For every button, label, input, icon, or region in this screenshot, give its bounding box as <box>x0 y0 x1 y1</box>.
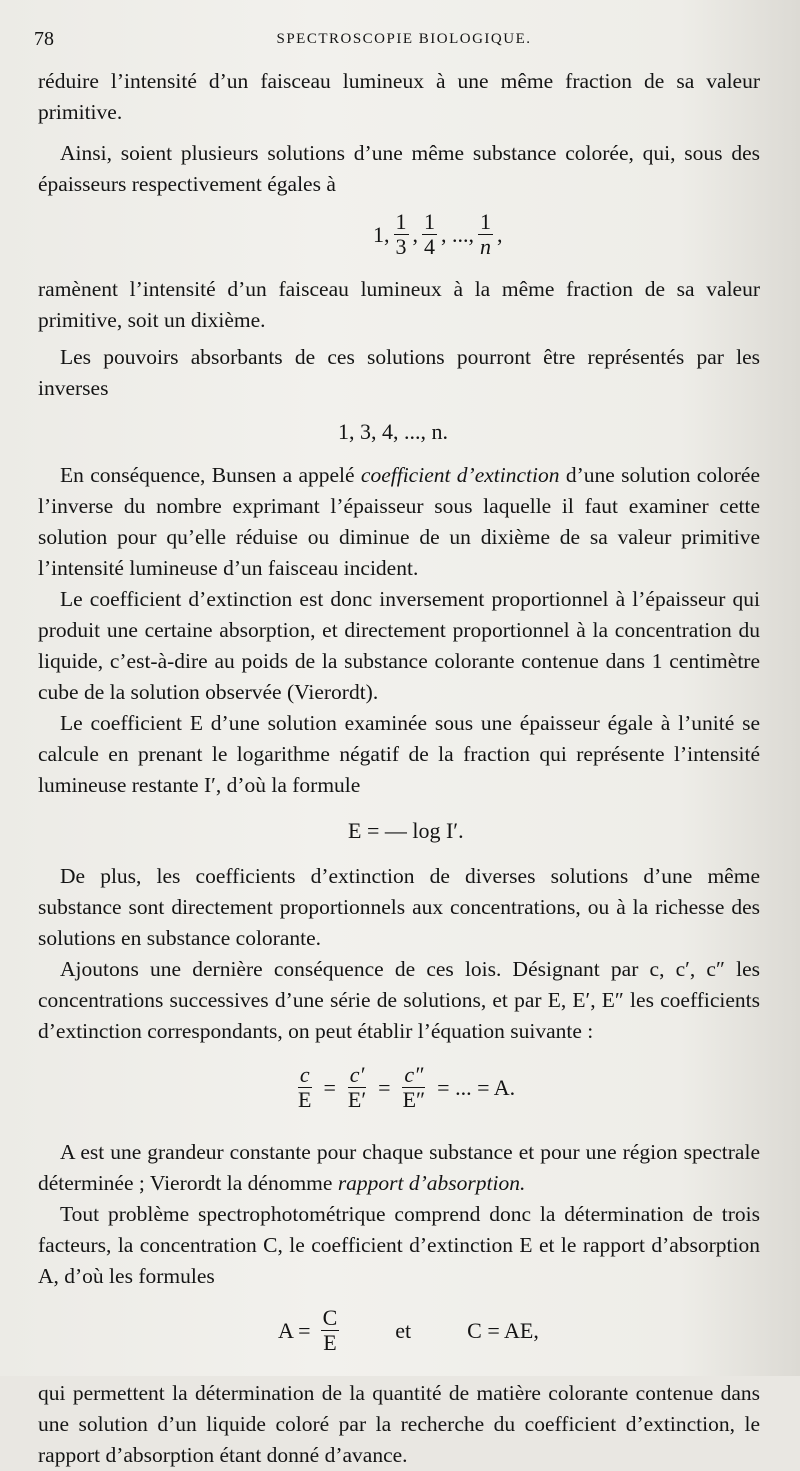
fraction-numerator: c′ <box>349 1062 365 1087</box>
paragraph: Tout problème spectrophotométrique comprend donc la détermination de trois facteurs, la concentration C, le coefficient d’extinction E et le rapport d’absorption A, d’où les formules <box>38 1202 760 1288</box>
paragraph: Ainsi, soient plusieurs solutions d’une même substance colorée, qui, sous des épaisseurs respectivement égales à <box>38 141 760 196</box>
eq-conjunction: et <box>395 1318 412 1343</box>
eq-separator: , <box>412 222 418 247</box>
page-number: 78 <box>34 28 54 50</box>
paragraph: réduire l’intensité d’un faisceau lumineux à une même fraction de sa valeur primitive. <box>38 69 760 124</box>
fraction-denominator: E <box>323 1330 337 1355</box>
eq-tail: = ... = A. <box>437 1075 516 1100</box>
fraction-denominator: E″ <box>402 1087 426 1112</box>
fraction-numerator: 1 <box>424 209 435 234</box>
eq-separator: , <box>497 222 503 247</box>
eq-term: C = AE, <box>467 1318 539 1343</box>
fraction <box>296 1063 313 1112</box>
fraction-denominator: E′ <box>347 1087 367 1112</box>
paragraph: Le coefficient d’extinction est donc inversement proportionnel à l’épaisseur qui produit une certaine absorption, et directement proportionnel à la concentration du liquide, c’est-à-dire au poids de la substance colorante contenue dans 1 centimètre cube de la solution observée (Vierordt). <box>38 587 760 704</box>
fraction-denominator: E <box>298 1087 312 1112</box>
paragraph: Les pouvoirs absorbants de ces solutions pourront être représentés par les inverses <box>38 345 760 400</box>
fraction-denominator: 4 <box>424 234 435 259</box>
fraction-numerator: c <box>299 1062 310 1087</box>
equation-log: E = — log I′. <box>348 818 464 843</box>
fraction <box>401 1063 428 1112</box>
fraction <box>321 1306 340 1355</box>
equation-inverses: 1, 3, 4, ..., n. <box>338 419 448 444</box>
paragraph: Ajoutons une dernière conséquence de ces lois. Désignant par c, c′, c″ les concentrations successives d’une série de solutions, et par E, E′, E″ les coefficients d’extinction correspondants, on peut établir l’équation suivante : <box>38 957 760 1043</box>
eq-separator: , ..., <box>441 222 474 247</box>
fraction-denominator: n <box>480 234 491 259</box>
running-title: SPECTROSCOPIE BIOLOGIQUE. <box>276 31 532 47</box>
eq-term: 1, <box>373 222 390 247</box>
fraction <box>394 210 409 259</box>
paragraph: qui permettent la détermination de la quantité de matière colorante contenue dans une solution d’un liquide coloré par la recherche du coefficient d’extinction, le rapport d’absorption étant donné d’avance. <box>38 1381 760 1467</box>
page-header <box>34 28 774 58</box>
fraction-numerator: 1 <box>395 209 407 234</box>
equation-formulas <box>38 1298 760 1372</box>
paragraph: Le coefficient E d’une solution examinée sous une épaisseur égale à l’unité se calcule en prenant le logarithme négatif de la fraction qui représente l’intensité lumineuse restante I′, d’où la formule <box>38 711 760 797</box>
eq-operator: = <box>378 1075 391 1100</box>
equation-ratio <box>38 1053 760 1131</box>
fraction <box>422 210 437 259</box>
eq-term: A = <box>278 1318 311 1343</box>
term-emphasis: coefficient d’extinction <box>360 463 560 487</box>
fraction-denominator: 3 <box>395 234 407 259</box>
fraction <box>346 1063 368 1112</box>
term-emphasis: rapport d’absorption. <box>337 1171 526 1195</box>
text-span: A est une grandeur constante pour chaque substance et pour une région spectrale déterminée ; Vierordt la dénomme <box>38 1140 760 1195</box>
fraction-numerator: c″ <box>404 1062 424 1087</box>
fraction <box>478 210 493 259</box>
paragraph <box>38 1137 760 1199</box>
fraction-numerator: 1 <box>480 209 491 234</box>
equation-thicknesses <box>38 206 760 268</box>
text-span: d’une solution colorée l’inverse du nombre exprimant l’épaisseur sous laquelle il faut examiner cette solution pour qu’elle réduise ou diminue de un dixième de sa valeur primitive l’intensité lumineuse d’un faisceau incident. <box>38 463 760 580</box>
paragraph: De plus, les coefficients d’extinction de diverses solutions d’une même substance sont directement proportionnels aux concentrations, ou à la richesse des solutions en substance colorante. <box>38 864 760 950</box>
eq-operator: = <box>323 1075 336 1100</box>
paragraph: ramènent l’intensité d’un faisceau lumineux à la même fraction de sa valeur primitive, soit un dixième. <box>38 277 760 332</box>
text-span: En conséquence, Bunsen a appelé <box>60 463 361 487</box>
paragraph <box>38 460 760 584</box>
body-text <box>38 66 760 1471</box>
fraction-numerator: C <box>322 1305 338 1330</box>
